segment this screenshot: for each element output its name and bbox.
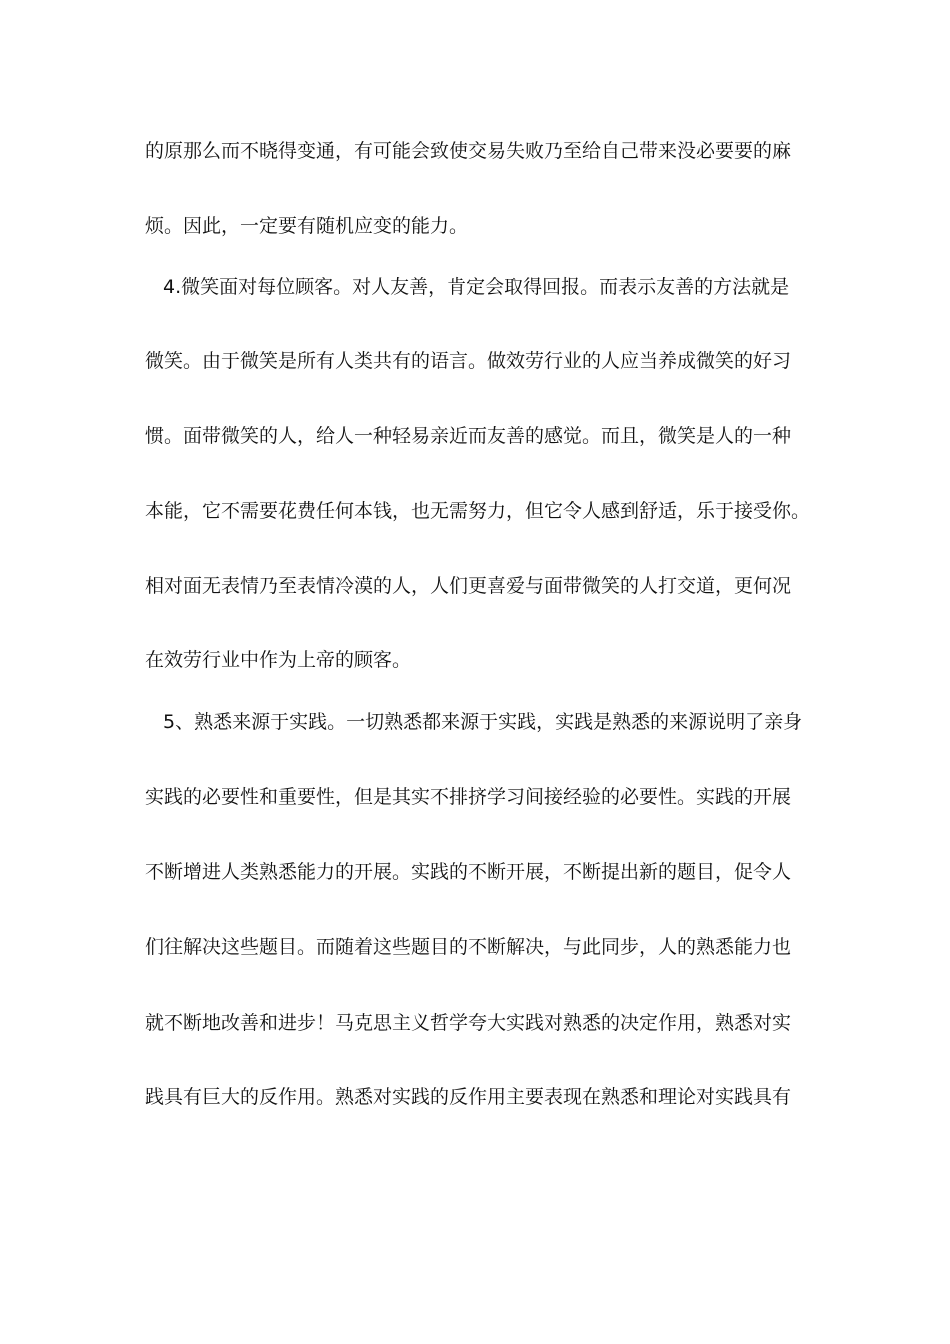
text-line: 4.微笑面对每位顾客。对人友善，肯定会取得回报。而表示友善的方法就是 (163, 276, 790, 298)
text-line: 不断增进人类熟悉能力的开展。实践的不断开展，不断提出新的题目，促令人 (145, 861, 792, 883)
text-line: 实践的必要性和重要性，但是其实不排挤学习间接经验的必要性。实践的开展 (145, 786, 792, 808)
text-line: 们往解决这些题目。而随着这些题目的不断解决，与此同步，人的熟悉能力也 (145, 936, 792, 958)
text-line: 5、熟悉来源于实践。一切熟悉都来源于实践，实践是熟悉的来源说明了亲身 (163, 711, 803, 733)
text-line: 烦。因此，一定要有随机应变的能力。 (145, 215, 469, 237)
text-line: 就不断地改善和进步！马克思主义哲学夸大实践对熟悉的决定作用，熟悉对实 (145, 1012, 792, 1034)
text-line: 在效劳行业中作为上帝的顾客。 (145, 649, 412, 671)
text-line: 微笑。由于微笑是所有人类共有的语言。做效劳行业的人应当养成微笑的好习 (145, 350, 792, 372)
text-line: 相对面无表情乃至表情冷漠的人，人们更喜爱与面带微笑的人打交道，更何况 (145, 575, 792, 597)
text-line: 的原那么而不晓得变通，有可能会致使交易失败乃至给自己带来没必要要的麻 (145, 140, 792, 162)
text-line: 惯。面带微笑的人，给人一种轻易亲近而友善的感觉。而且，微笑是人的一种 (145, 425, 792, 447)
text-line: 践具有巨大的反作用。熟悉对实践的反作用主要表现在熟悉和理论对实践具有 (145, 1086, 792, 1108)
text-line: 本能，它不需要花费任何本钱，也无需努力，但它令人感到舒适，乐于接受你。 (145, 500, 811, 522)
